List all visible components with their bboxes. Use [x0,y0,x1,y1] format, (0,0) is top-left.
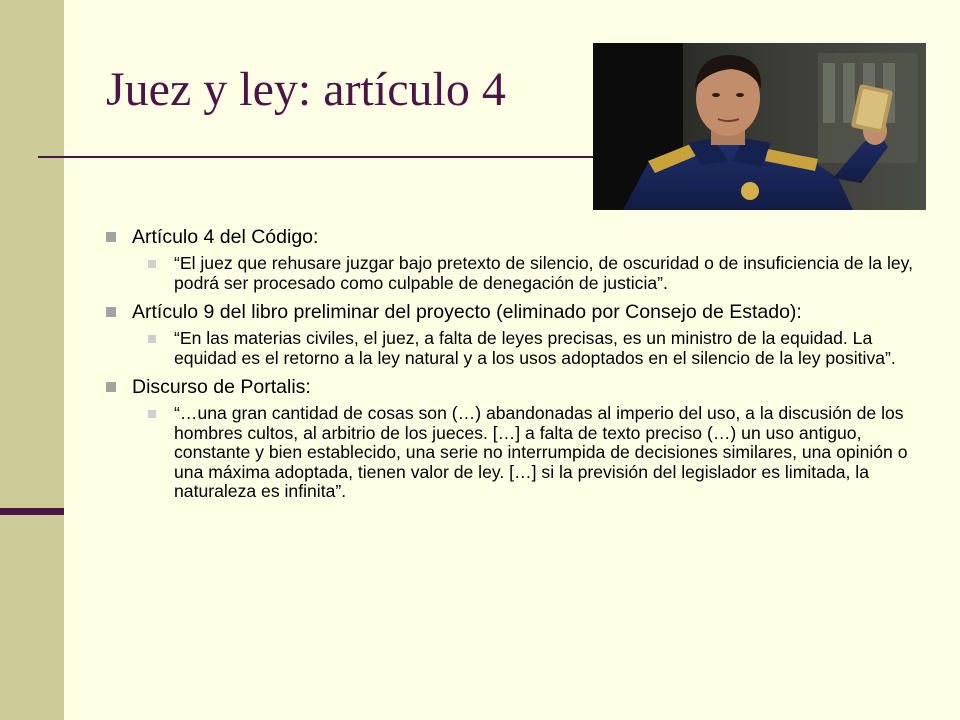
square-bullet-icon [106,382,116,392]
square-bullet-icon [106,232,116,242]
sub-bullet-articulo-4-quote [147,254,915,293]
bullet-text: Artículo 4 del Código: [132,226,319,248]
portrait-photo [593,43,926,210]
sub-bullet-portalis-quote [147,404,915,502]
left-sidebar-decoration [0,0,64,720]
square-bullet-icon [148,260,156,268]
bullet-text: Artículo 9 del libro preliminar del proyecto (eliminado por Consejo de Estado): [132,301,802,323]
square-bullet-icon [106,307,116,317]
sub-bullet-text: “En las materias civiles, el juez, a falta de leyes precisas, es un ministro de la equidad. La equidad es el retorno a la ley natural y a los usos adoptados en el silencio de la ley positiva”. [174,328,896,368]
bullet-articulo-4 [105,226,915,248]
sub-bullet-articulo-9-quote [147,329,915,368]
slide-body [105,226,915,510]
bullet-articulo-9 [105,301,915,323]
sub-bullet-text: “El juez que rehusare juzgar bajo pretexto de silencio, de oscuridad o de insuficiencia de la ley, podrá ser procesado como culpable de denegación de justicia”. [174,253,914,293]
title-underline [38,156,598,158]
sub-bullet-text: “…una gran cantidad de cosas son (…) abandonadas al imperio del uso, a la discusión de los hombres cultos, al arbitrio de los jueces. […] a falta de texto preciso (…) un uso antiguo, constante y bien establecido, una serie no interrumpida de decisiones similares, una opinión o una máxima adoptada, tienen valor de ley. […] si la previsión del legislador es limitada, la naturaleza es infinita”. [174,403,908,501]
slide-title: Juez y ley: artículo 4 [106,63,506,116]
bullet-text: Discurso de Portalis: [132,376,311,398]
sidebar-accent-stripe [0,508,64,515]
square-bullet-icon [148,335,156,343]
bullet-discurso-portalis [105,376,915,398]
square-bullet-icon [148,410,156,418]
